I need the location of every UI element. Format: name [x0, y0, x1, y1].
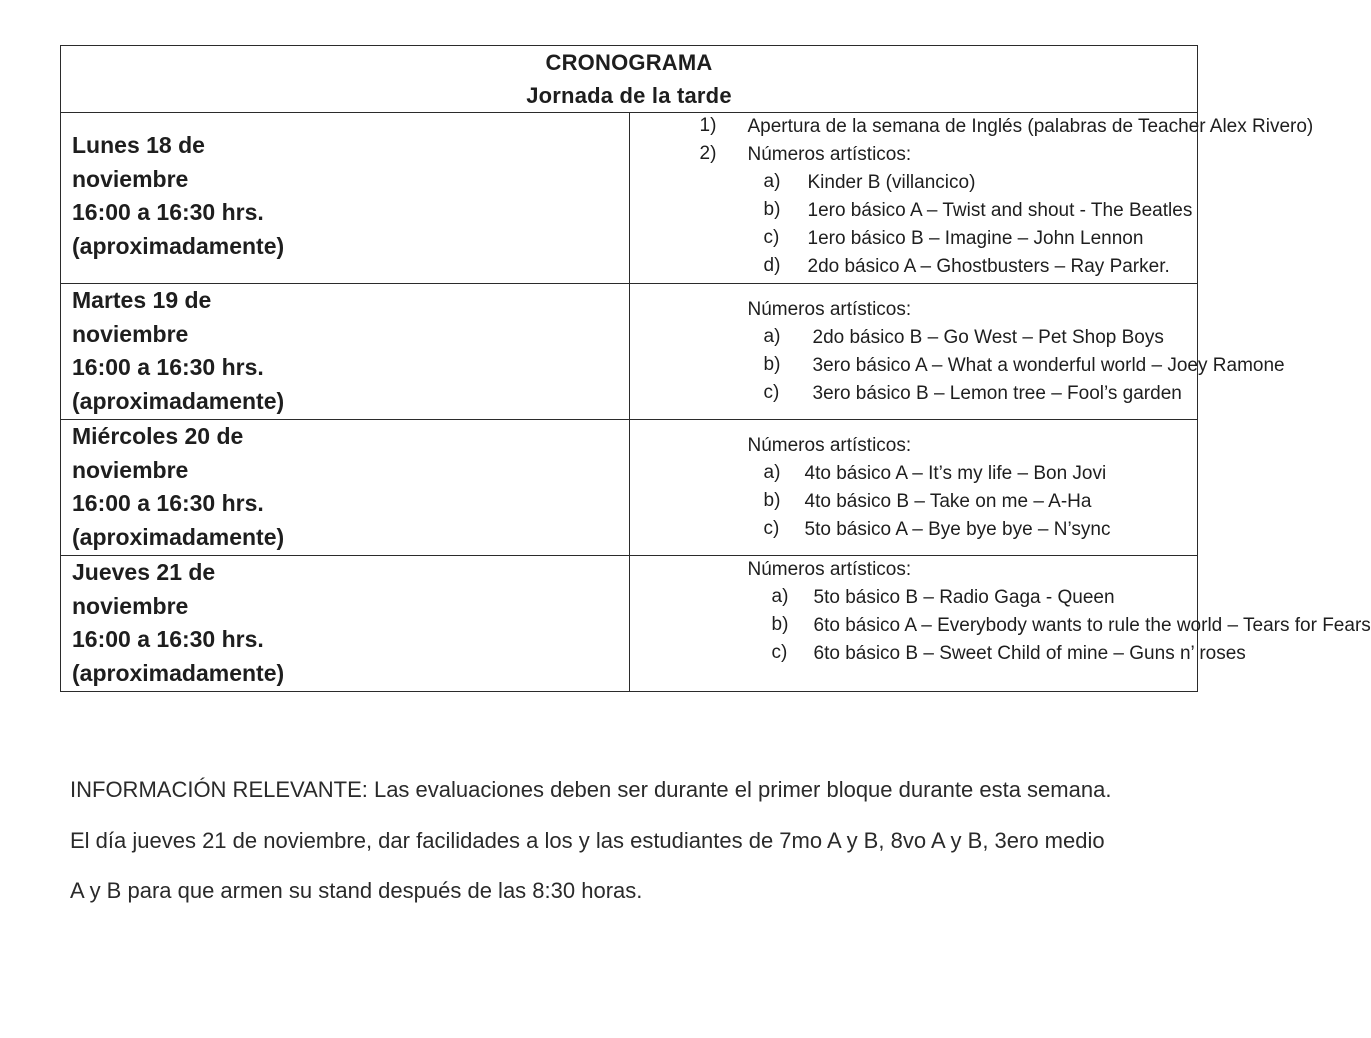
list-item-letter: b): [763, 199, 781, 220]
content-cell-monday: [629, 113, 1314, 284]
content-cell-thursday: [629, 556, 1371, 692]
list-item: 6to básico A – Everybody wants to rule the world – Tears for Fears: [813, 615, 1371, 636]
numbered-marker: 2): [699, 143, 717, 164]
day-date-line1: Lunes 18 de: [72, 132, 205, 158]
section-heading: Números artísticos:: [747, 559, 912, 580]
list-item: 4to básico A – It’s my life – Bon Jovi: [804, 463, 1107, 484]
list-item: 5to básico A – Bye bye bye – N’sync: [804, 519, 1111, 540]
list-item-letter: a): [763, 326, 781, 347]
day-approx: (aproximadamente): [72, 659, 285, 686]
day-date-line2: noviembre: [72, 456, 189, 483]
info-line-2: El día jueves 21 de noviembre, dar facilidades a los y las estudiantes de 7mo A y B, 8vo A y B, 3ero medio: [70, 827, 1105, 853]
list-item-letter: c): [763, 518, 780, 539]
table-title: CRONOGRAMA: [545, 50, 713, 75]
list-item-letter: a): [763, 171, 781, 192]
day-approx: (aproximadamente): [72, 232, 285, 259]
list-item-letter: c): [763, 382, 780, 403]
list-item: 4to básico B – Take on me – A-Ha: [804, 491, 1092, 512]
day-approx: (aproximadamente): [72, 387, 285, 414]
schedule-row-thursday: [61, 556, 1198, 692]
numbered-item-text: Números artísticos:: [747, 144, 912, 165]
list-item: 3ero básico A – What a wonderful world – Joey Ramone: [812, 355, 1285, 376]
section-heading: Números artísticos:: [747, 435, 912, 456]
info-line-1: INFORMACIÓN RELEVANTE: Las evaluaciones deben ser durante el primer bloque durante esta semana.: [70, 777, 1112, 802]
list-item: 1ero básico B – Imagine – John Lennon: [807, 228, 1144, 249]
day-date-line2: noviembre: [72, 592, 189, 619]
day-cell-wednesday: [61, 420, 630, 556]
list-item-letter: b): [763, 490, 781, 511]
day-time: 16:00 a 16:30 hrs.: [72, 626, 264, 652]
list-item-letter: c): [771, 642, 788, 663]
relevant-info: [70, 765, 1250, 917]
list-item-letter: c): [763, 227, 780, 248]
numbered-marker: 1): [699, 115, 717, 136]
schedule-table: [60, 45, 1371, 692]
content-cell-tuesday: [629, 284, 1285, 420]
list-item: 1ero básico A – Twist and shout - The Beatles: [807, 200, 1193, 221]
schedule-row-monday: [61, 113, 1198, 284]
section-heading: Números artísticos:: [747, 299, 912, 320]
list-item-letter: a): [763, 462, 781, 483]
day-approx: (aproximadamente): [72, 523, 285, 550]
list-item-letter: a): [771, 586, 789, 607]
day-date-line1: Miércoles 20 de: [72, 423, 244, 449]
schedule-row-tuesday: [61, 284, 1198, 420]
list-item-letter: d): [763, 255, 781, 276]
day-cell-thursday: [61, 556, 630, 692]
day-date-line2: noviembre: [72, 165, 189, 192]
day-date-line2: noviembre: [72, 320, 189, 347]
list-item: 3ero básico B – Lemon tree – Fool’s garden: [812, 383, 1182, 404]
content-cell-wednesday: [629, 420, 1198, 556]
schedule-row-wednesday: [61, 420, 1198, 556]
day-cell-monday: [61, 113, 630, 284]
list-item-letter: b): [771, 614, 789, 635]
day-cell-tuesday: [61, 284, 630, 420]
list-item-letter: b): [763, 354, 781, 375]
numbered-item-text: Apertura de la semana de Inglés (palabras de Teacher Alex Rivero): [747, 116, 1314, 137]
day-date-line1: Martes 19 de: [72, 287, 212, 313]
day-time: 16:00 a 16:30 hrs.: [72, 490, 264, 516]
table-subtitle: Jornada de la tarde: [526, 83, 732, 108]
list-item: 2do básico B – Go West – Pet Shop Boys: [812, 327, 1164, 348]
list-item: 5to básico B – Radio Gaga - Queen: [813, 587, 1115, 608]
list-item: 6to básico B – Sweet Child of mine – Guns n’ roses: [813, 643, 1246, 664]
table-header: [61, 46, 1198, 113]
day-date-line1: Jueves 21 de: [72, 559, 216, 585]
list-item: 2do básico A – Ghostbusters – Ray Parker.: [807, 256, 1170, 277]
list-item: Kinder B (villancico): [807, 172, 976, 193]
day-time: 16:00 a 16:30 hrs.: [72, 354, 264, 380]
day-time: 16:00 a 16:30 hrs.: [72, 199, 264, 225]
info-line-3: A y B para que armen su stand después de las 8:30 horas.: [70, 878, 643, 903]
